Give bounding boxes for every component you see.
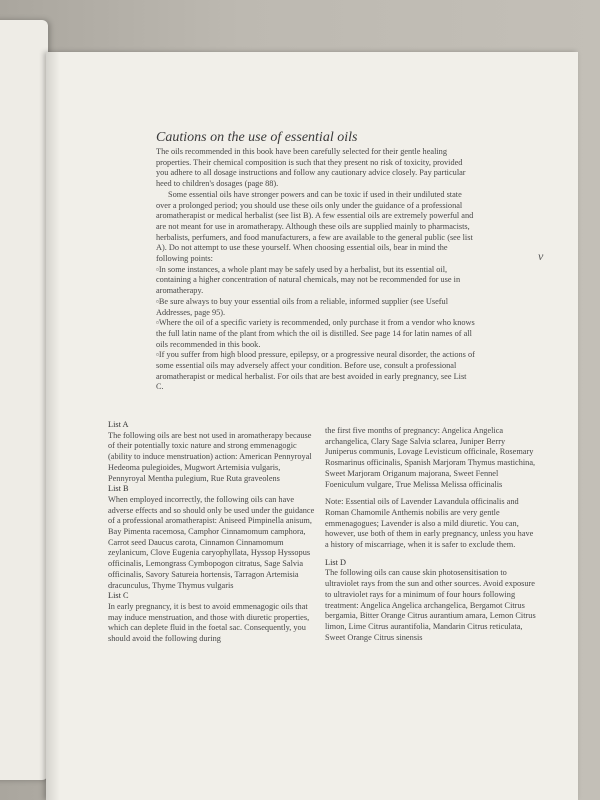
bullet-text: If you suffer from high blood pressure, epilepsy, or a progressive neural disorder, the actions of some essential oils may adversely affect your condition. Before use, consult a professional aromatherapist or medical herbalist. For oils that are best avoided in early pregnancy, see List C. bbox=[156, 350, 475, 392]
lists-right-column bbox=[325, 426, 537, 643]
intro-paragraph: The oils recommended in this book have been carefully selected for their gentle healing properties. Their chemical composition is such that they present no risk of toxicity, provided you adhere to all dosage instructions and follow any cautionary advice closely. Pay particular heed to children's dosages (page 88). bbox=[156, 147, 466, 189]
bullet-text: Be sure always to buy your essential oils from a reliable, informed supplier (see Useful Addresses, page 95). bbox=[156, 296, 449, 317]
list-c-title: List C bbox=[108, 591, 129, 601]
page-number: v bbox=[538, 249, 544, 263]
list-d-title: List D bbox=[325, 557, 346, 567]
bullet-text: In some instances, a whole plant may be safely used by a herbalist, but its essential oil, containing a higher concentration of natural chemicals, may not be recommended for use in aromatherapy. bbox=[156, 264, 461, 296]
bullet-text: Where the oil of a specific variety is recommended, only purchase it from a vendor who knows the full latin name of the plant from which the oil is distilled. See page 14 for latin names of all oils recommended in this book. bbox=[156, 318, 475, 349]
list-a-body: The following oils are best not used in aromatherapy because of their potentially toxic nature and strong emmenagogic (ability to induce menstruation) action: American Pennyroyal Hedeoma pulegioides, Mugwort Artemisia vulgaris, Pennyroyal Mentha pulegium, Rue Ruta graveolens bbox=[108, 430, 312, 483]
page-gutter-shadow bbox=[46, 52, 60, 800]
list-c-note: Note: Essential oils of Lavender Lavandula officinalis and Roman Chamomile Anthemis nobilis are very gentle emmenagogues; Lavender is also a mild diuretic. You can, however, use both of them in early pregnancy, unless you have a history of miscarriage, when it is safer to exclude them. bbox=[325, 497, 534, 550]
list-a-title: List A bbox=[108, 420, 129, 429]
bullet-point bbox=[156, 318, 476, 350]
intro-paragraph: Some essential oils have stronger powers and can be toxic if used in their undiluted state over a prolonged period; you should use these oils only under the guidance of a professional aromatherapist or medical herbalist (see list B). A few essential oils are extremely powerful and are not meant for use in aromatherapy. Although these oils are supplied mainly to pharmacists, herbalists, perfumers, and food manufacturers, a few are available to the general public (see list A). Do not attempt to use these yourself. When choosing essential oils, bear in mind the following points: bbox=[156, 189, 474, 264]
lists-left-column bbox=[108, 420, 320, 645]
list-b-body: When employed incorrectly, the following oils can have adverse effects and so should only be used under the guidance of a professional aromatherapist: Aniseed Pimpinella anisum, Bay Pimenta racemosa, Camphor Cinnamomum camphora, Carrot seed Daucus carota, Cinnamon Cinnamomum zeylanicum, Clove Eugenia caryophyllata, Hyssop Hyssopus officinalis, Lemongrass Cymbopogon citratus, Sage Salvia officinalis, Savory Satureia hortensis, Tarragon Artemisia dracunculus, Thyme Thymus vulgaris bbox=[108, 494, 315, 590]
list-b-title: List B bbox=[108, 484, 129, 494]
facing-page bbox=[0, 20, 48, 780]
list-c-continued: the first five months of pregnancy: Angelica Angelica archangelica, Clary Sage Salvia sclarea, Juniper Berry Juniperus communis, Lovage Levisticum officinale, Rosemary Rosmarinus officinalis, Spanish Marjoram Thymus mastichina, Sweet Marjoram Origanum majorana, Sweet Fennel Foeniculum vulgare, True Melissa Melissa officinalis bbox=[325, 426, 536, 489]
bullet-point bbox=[156, 350, 476, 393]
bullet-point bbox=[156, 297, 476, 318]
list-c-body: In early pregnancy, it is best to avoid emmenagogic oils that may induce menstruation, and those with diuretic properties, which can deplete fluid in the foetal sac. Consequently, you should avoid the following during bbox=[108, 601, 310, 644]
list-d-body: The following oils can cause skin photosensitisation to ultraviolet rays from the sun and other sources. Avoid exposure to ultraviolet rays for a minimum of four hours following treatment: Angelica Angelica archangelica, Bergamot Citrus bergamia, Bitter Orange Citrus aurantium amara, Lemon Citrus limon, Lime Citrus aurantifolia, Mandarin Citrus reticulata, Sweet Orange Citrus sinensis bbox=[325, 568, 536, 642]
intro-text bbox=[156, 147, 476, 393]
page-title: Cautions on the use of essential oils bbox=[156, 130, 358, 145]
bullet-point bbox=[156, 265, 476, 297]
